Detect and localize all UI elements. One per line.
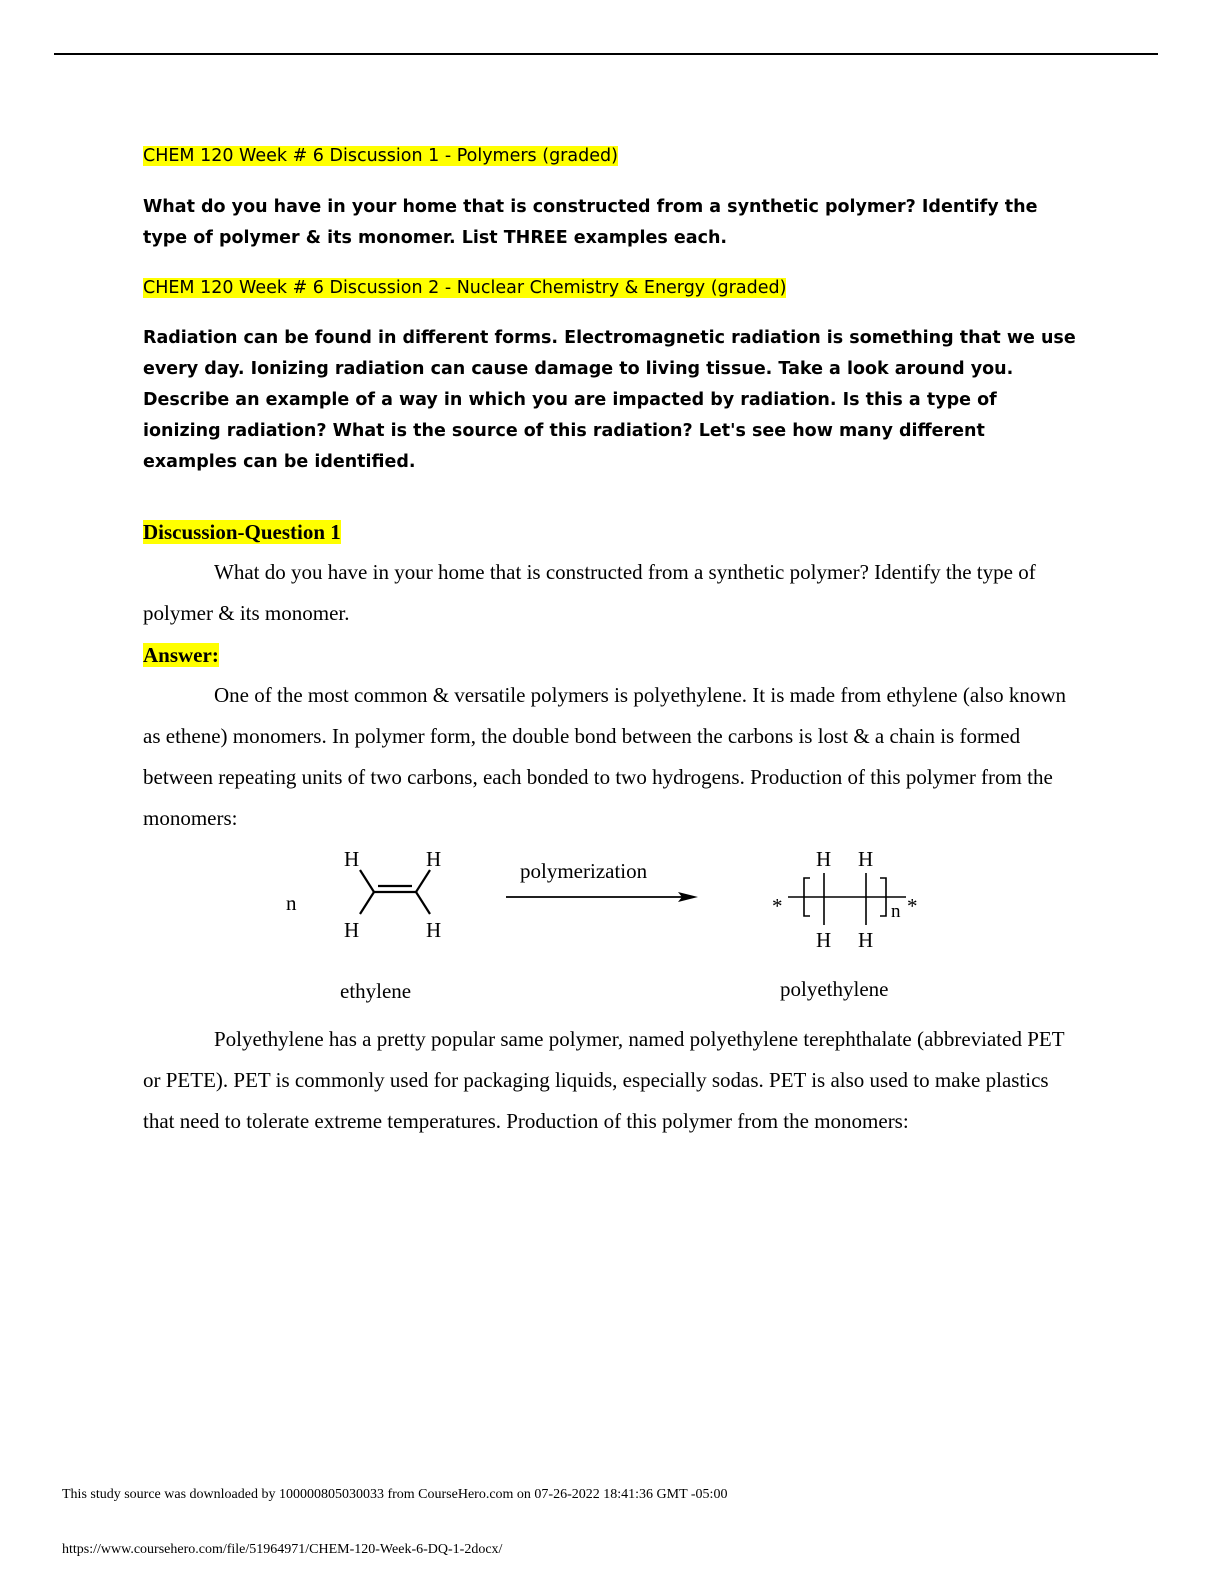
ethylene-h-top-left: H [344,847,360,871]
discussion2-title: CHEM 120 Week # 6 Discussion 2 - Nuclear Chemistry & Energy (graded) [143,278,787,298]
coefficient-n: n [286,891,297,915]
answer-heading: Answer: [143,643,219,667]
ethylene-h-bottom-right: H [426,918,442,942]
polyethylene-h-top-1: H [816,847,832,871]
polyethylene-bonds [788,873,906,925]
answer-paragraph-2: Polyethylene has a pretty popular same polymer, named polyethylene terephthalate (abbreviated PET or PETE). PET is commonly used for packaging liquids, especially sodas. PET is also used to make plastics that need to tolerate extreme temperatures. Production of this polymer from the monomers: [143,1027,1065,1133]
monomer-name: ethylene [340,979,412,1003]
polyethylene-h-bottom-1: H [816,928,832,952]
question-heading-block [143,517,341,550]
discussion1-prompt: What do you have in your home that is constructed from a synthetic polymer? Identify the type of polymer & its monomer. List THREE examples each. [143,197,1038,248]
answer-heading-block [143,640,219,673]
download-notice: This study source was downloaded by 100000805030033 from CourseHero.com on 07-26-2022 18:41:36 GMT -05:00 [62,1487,728,1502]
discussion2-title-block [143,276,786,300]
arrow-label: polymerization [520,859,648,883]
discussion1-title-block [143,144,618,168]
source-url[interactable]: https://www.coursehero.com/file/51964971/CHEM-120-Week-6-DQ-1-2docx/ [62,1542,503,1557]
polyethylene-h-bottom-2: H [858,928,874,952]
ethylene-h-bottom-left: H [344,918,360,942]
question-heading: Discussion-Question 1 [143,520,341,544]
question-text: What do you have in your home that is constructed from a synthetic polymer? Identify the type of polymer & its monomer. [143,560,1036,625]
polymerization-diagram [270,840,970,1020]
discussion1-title: CHEM 120 Week # 6 Discussion 1 - Polymers (graded) [143,146,618,166]
answer-paragraph-1: One of the most common & versatile polymers is polyethylene. It is made from ethylene (also known as ethene) monomers. In polymer form, the double bond between the carbons is lost & a chain is formed between repeating units of two carbons, each bonded to two hydrogens. Production of this polymer from the monomers: [143,683,1067,830]
polyethylene-end-left: * [772,894,783,918]
discussion2-prompt: Radiation can be found in different forms. Electromagnetic radiation is something that we use every day. Ionizing radiation can cause damage to living tissue. Take a look around you. Describe an example of a way in which you are impacted by radiation. Is this a type of ionizing radiation? What is the source of this radiation? Let's see how many different examples can be identified. [143,328,1076,472]
polyethylene-h-top-2: H [858,847,874,871]
ethylene-bonds [360,870,430,914]
polymer-name: polyethylene [780,977,889,1001]
polyethylene-repeat-n: n [891,901,901,922]
ethylene-h-top-right: H [426,847,442,871]
polyethylene-end-right: * [907,894,918,918]
header-rule [54,53,1158,55]
